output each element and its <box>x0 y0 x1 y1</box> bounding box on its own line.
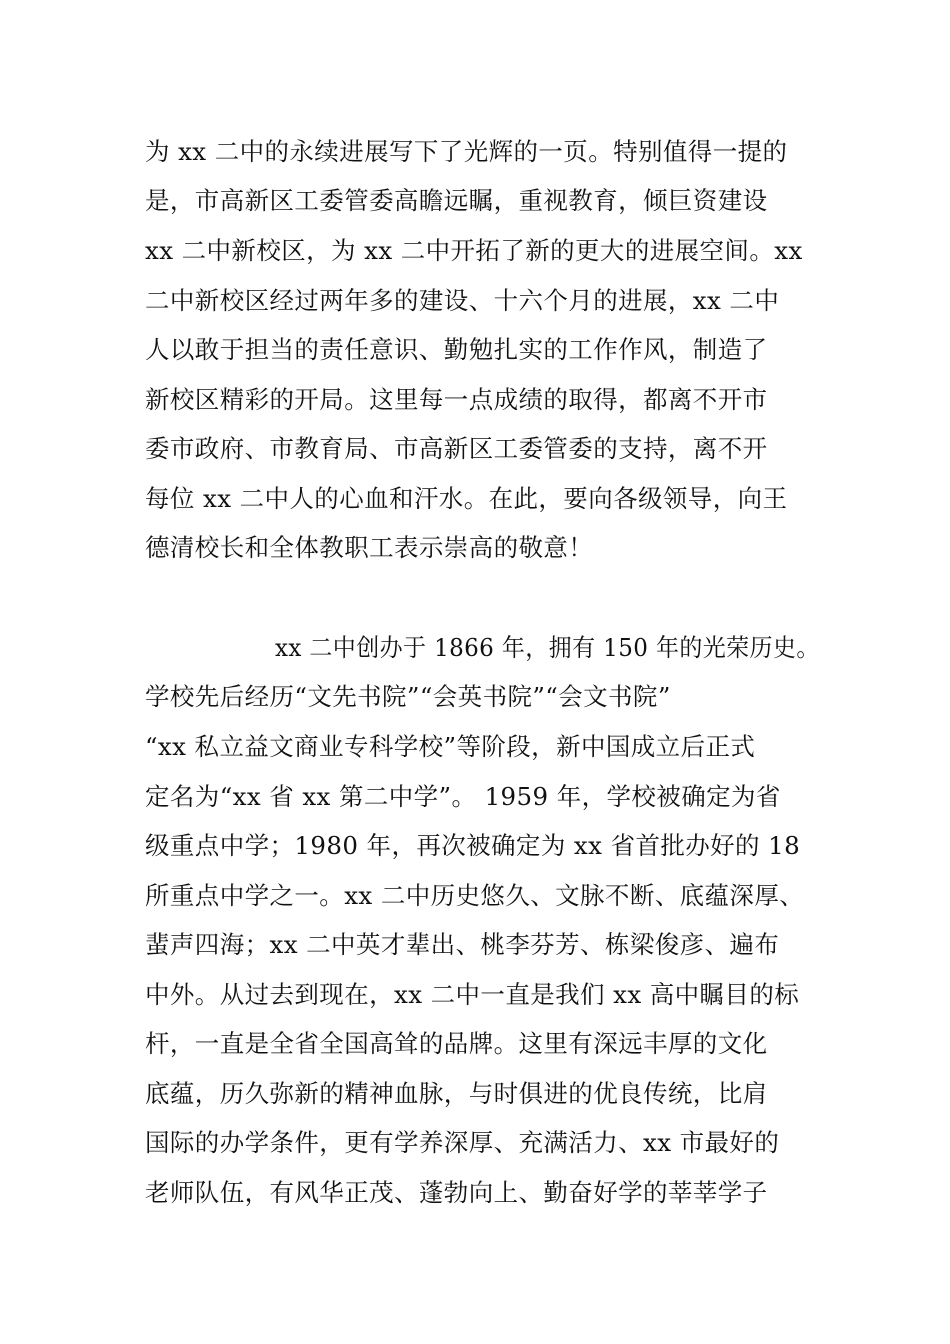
text-line: 定名为“xx 省 xx 第二中学”。 1959 年，学校被确定为省 <box>145 782 781 811</box>
text-line: 德清校长和全体教职工表示崇高的敬意！ <box>145 533 594 562</box>
text-line: 国际的办学条件，更有学养深厚、充满活力、xx 市最好的 <box>145 1128 780 1157</box>
text-line: 蜚声四海；xx 二中英才辈出、桃李芬芳、栋梁俊彦、遍布 <box>145 930 780 959</box>
text-line: “xx 私立益文商业专科学校”等阶段，新中国成立后正式 <box>145 732 756 761</box>
text-line: 是，市高新区工委管委高瞻远瞩，重视教育，倾巨资建设 <box>145 186 768 215</box>
text-line: 学校先后经历“文先书院”“会英书院”“会文书院” <box>145 682 671 711</box>
text-line: 中外。从过去到现在，xx 二中一直是我们 xx 高中瞩目的标 <box>145 980 800 1009</box>
text-line: 二中新校区经过两年多的建设、十六个月的进展，xx 二中 <box>145 286 780 315</box>
text-line: 杆，一直是全省全国高耸的品牌。这里有深远丰厚的文化 <box>145 1029 768 1058</box>
text-line: 老师队伍，有风华正茂、蓬勃向上、勤奋好学的莘莘学子 <box>145 1178 768 1207</box>
text-line: 底蕴，历久弥新的精神血脉，与时俱进的优良传统，比肩 <box>145 1079 768 1108</box>
text-line: 新校区精彩的开局。这里每一点成绩的取得，都离不开市 <box>145 385 768 414</box>
text-line: 为 xx 二中的永续进展写下了光辉的一页。特别值得一提的 <box>145 137 788 166</box>
text-line: 所重点中学之一。xx 二中历史悠久、文脉不断、底蕴深厚、 <box>145 881 805 910</box>
text-line: 人以敢于担当的责任意识、勤勉扎实的工作作风，制造了 <box>145 335 768 364</box>
text-line: 级重点中学；1980 年，再次被确定为 xx 省首批办好的 18 <box>145 831 801 860</box>
text-line: xx 二中创办于 1866 年，拥有 150 年的光荣历史。 <box>275 633 820 662</box>
text-line: 委市政府、市教育局、市高新区工委管委的支持，离不开 <box>145 434 768 463</box>
text-line: xx 二中新校区，为 xx 二中开拓了新的更大的进展空间。xx <box>145 236 803 265</box>
text-line: 每位 xx 二中人的心血和汗水。在此，要向各级领导，向王 <box>145 484 788 513</box>
